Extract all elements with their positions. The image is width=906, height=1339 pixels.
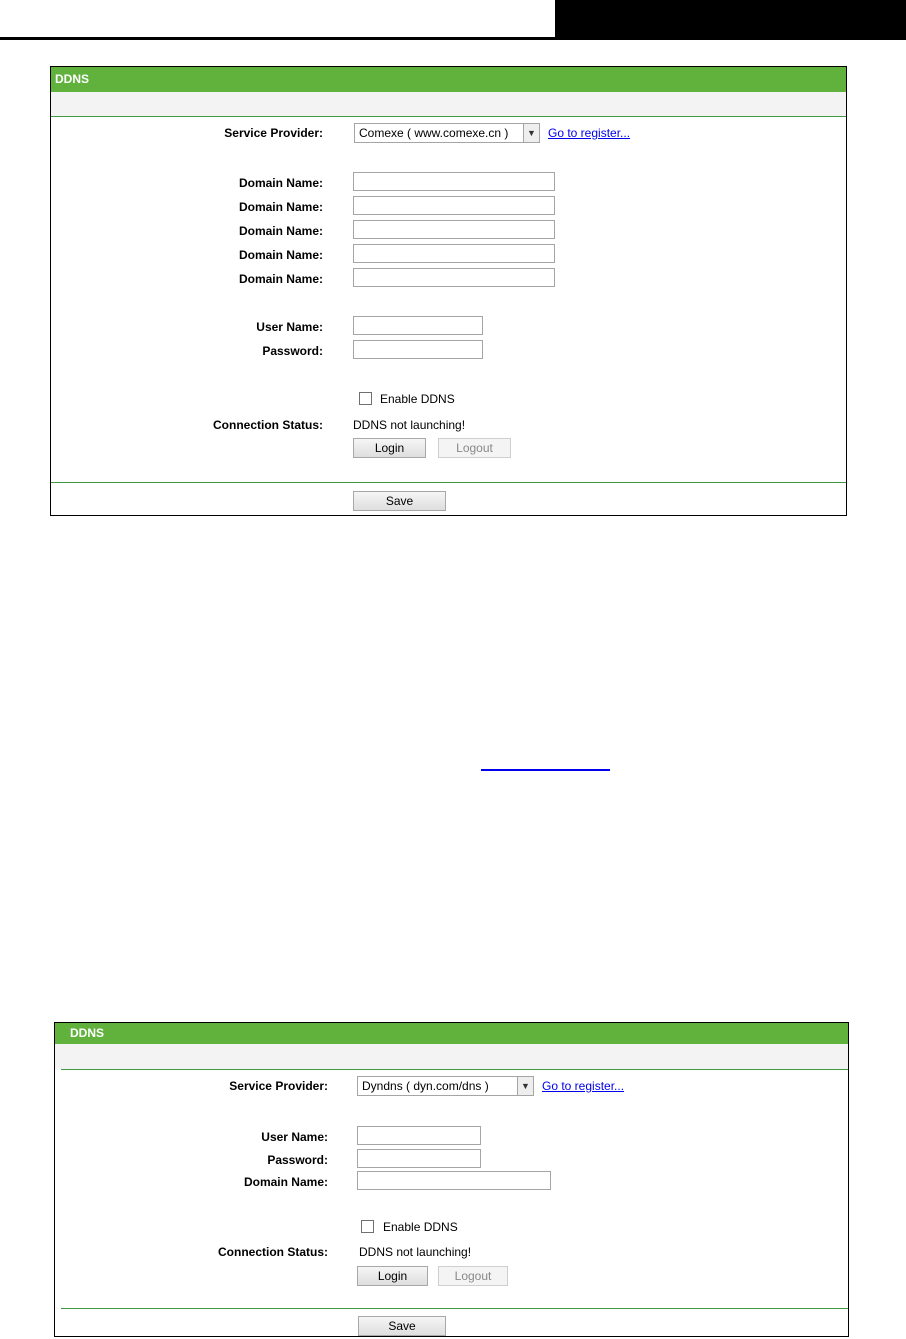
password-input[interactable]	[353, 340, 483, 359]
service-provider-select[interactable]	[354, 123, 540, 143]
password-input[interactable]	[357, 1149, 481, 1168]
user-name-label: User Name:	[261, 1130, 328, 1144]
chevron-down-icon[interactable]: ▼	[517, 1077, 533, 1095]
domain-name-label: Domain Name:	[243, 1175, 328, 1189]
domain-name-label-3: Domain Name:	[238, 224, 323, 238]
header-black-block	[555, 0, 906, 40]
service-provider-label: Service Provider:	[229, 1079, 328, 1093]
go-to-register-link[interactable]: Go to register...	[542, 1079, 625, 1093]
user-name-input[interactable]	[357, 1126, 481, 1145]
save-button[interactable]: Save	[358, 1316, 446, 1336]
domain-name-label-4: Domain Name:	[238, 248, 323, 262]
divider-bottom	[61, 1308, 848, 1309]
enable-ddns-label: Enable DDNS	[380, 392, 455, 406]
service-provider-value: Dyndns ( dyn.com/dns )	[362, 1079, 489, 1093]
password-label: Password:	[262, 344, 323, 358]
ddns-panel-comexe	[50, 66, 847, 516]
login-button[interactable]: Login	[353, 438, 426, 458]
connection-status-label: Connection Status:	[218, 1245, 328, 1259]
connection-status-label: Connection Status:	[213, 418, 323, 432]
domain-name-input-1[interactable]	[353, 172, 555, 191]
domain-name-input-5[interactable]	[353, 268, 555, 287]
domain-name-input-2[interactable]	[353, 196, 555, 215]
document-link-underline	[481, 769, 610, 771]
domain-name-input-3[interactable]	[353, 220, 555, 239]
divider-bottom	[51, 482, 846, 483]
chevron-down-icon[interactable]: ▼	[523, 124, 539, 142]
save-button[interactable]: Save	[353, 491, 446, 511]
header-rule	[0, 37, 555, 40]
service-provider-value: Comexe ( www.comexe.cn )	[359, 126, 509, 140]
logout-button[interactable]: Logout	[438, 1266, 508, 1286]
enable-ddns-label: Enable DDNS	[383, 1220, 458, 1234]
domain-name-label-5: Domain Name:	[238, 272, 323, 286]
enable-ddns-checkbox[interactable]	[361, 1220, 374, 1233]
user-name-label: User Name:	[256, 320, 323, 334]
domain-name-label-2: Domain Name:	[238, 200, 323, 214]
domain-name-input-4[interactable]	[353, 244, 555, 263]
connection-status-value: DDNS not launching!	[359, 1245, 472, 1259]
user-name-input[interactable]	[353, 316, 483, 335]
connection-status-value: DDNS not launching!	[353, 418, 466, 432]
panel-header-band	[51, 92, 846, 116]
logout-button[interactable]: Logout	[438, 438, 511, 458]
service-provider-select[interactable]	[357, 1076, 534, 1096]
ddns-panel-dyndns	[54, 1022, 849, 1337]
domain-name-label-1: Domain Name:	[238, 176, 323, 190]
service-provider-label: Service Provider:	[224, 126, 323, 140]
go-to-register-link[interactable]: Go to register...	[548, 126, 631, 140]
divider-top	[61, 1069, 848, 1070]
panel-header-band	[55, 1044, 848, 1069]
login-button[interactable]: Login	[357, 1266, 428, 1286]
enable-ddns-checkbox[interactable]	[359, 392, 372, 405]
panel-title: DDNS	[55, 1023, 848, 1044]
password-label: Password:	[267, 1153, 328, 1167]
domain-name-input[interactable]	[357, 1171, 551, 1190]
divider-top	[51, 116, 846, 117]
panel-title: DDNS	[51, 67, 846, 92]
